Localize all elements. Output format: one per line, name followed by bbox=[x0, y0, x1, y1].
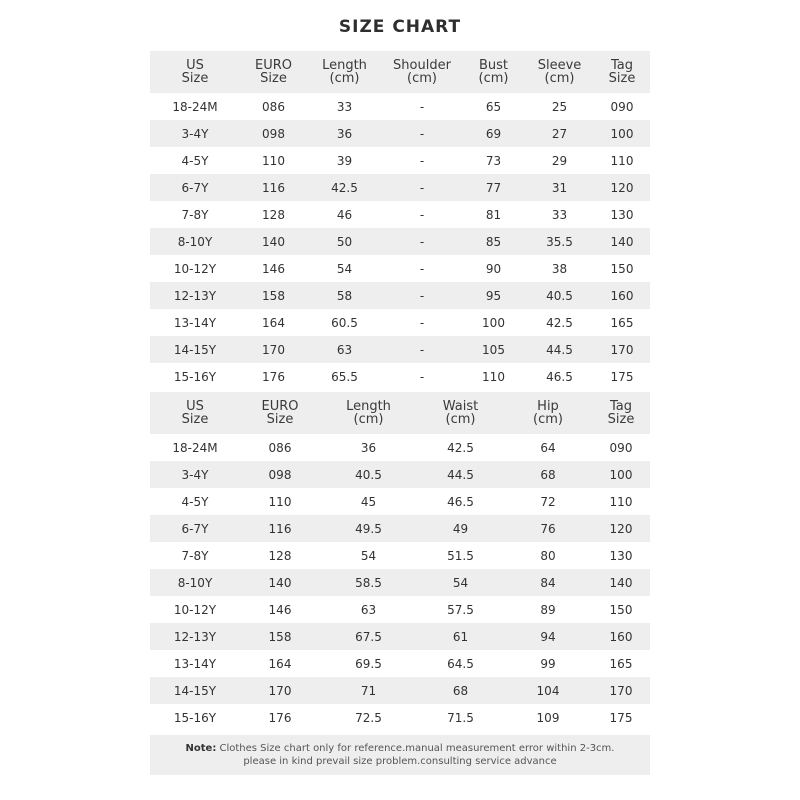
table-cell: 4-5Y bbox=[150, 488, 240, 515]
table-cell: 46 bbox=[307, 201, 382, 228]
table-cell: 128 bbox=[240, 542, 320, 569]
table-cell: 14-15Y bbox=[150, 677, 240, 704]
bottom-table-header-line: Length bbox=[346, 399, 391, 414]
table-cell: 6-7Y bbox=[150, 174, 240, 201]
table-cell: 10-12Y bbox=[150, 596, 240, 623]
table-cell: 110 bbox=[594, 147, 650, 174]
table-cell: 105 bbox=[462, 336, 525, 363]
table-cell: 67.5 bbox=[320, 623, 417, 650]
note-line-1 bbox=[150, 742, 650, 755]
table-row bbox=[150, 623, 650, 650]
table-row bbox=[150, 309, 650, 336]
table-cell: 100 bbox=[592, 461, 650, 488]
top-table-header-line: Size bbox=[608, 71, 636, 86]
top-table-header bbox=[150, 51, 650, 93]
table-cell: 46.5 bbox=[417, 488, 504, 515]
top-table-header-line: Shoulder bbox=[393, 58, 451, 73]
table-cell: 140 bbox=[594, 228, 650, 255]
note-label: Note: bbox=[185, 743, 217, 754]
table-cell: 57.5 bbox=[417, 596, 504, 623]
table-cell: 8-10Y bbox=[150, 228, 240, 255]
table-cell: 81 bbox=[462, 201, 525, 228]
table-cell: 140 bbox=[240, 569, 320, 596]
table-cell: 175 bbox=[594, 363, 650, 390]
table-cell: 12-13Y bbox=[150, 282, 240, 309]
table-cell: 44.5 bbox=[525, 336, 594, 363]
table-row bbox=[150, 228, 650, 255]
table-cell: 104 bbox=[504, 677, 592, 704]
top-table-header-line: US bbox=[186, 58, 204, 73]
top-table-header-line: (cm) bbox=[478, 71, 509, 86]
bottom-table-header-line: Tag bbox=[609, 399, 632, 414]
table-cell: - bbox=[382, 120, 462, 147]
table-cell: 54 bbox=[307, 255, 382, 282]
table-row bbox=[150, 147, 650, 174]
table-cell: 44.5 bbox=[417, 461, 504, 488]
note-line-2: please in kind prevail size problem.consulting service advance bbox=[243, 756, 557, 767]
top-table-header-line: Size bbox=[260, 71, 287, 86]
top-table-header-line: Bust bbox=[478, 58, 509, 73]
table-row bbox=[150, 201, 650, 228]
table-cell: - bbox=[382, 174, 462, 201]
table-cell: 39 bbox=[307, 147, 382, 174]
table-cell: 165 bbox=[592, 650, 650, 677]
table-cell: 7-8Y bbox=[150, 201, 240, 228]
bottom-table-header-line: US bbox=[186, 399, 204, 414]
table-cell: 140 bbox=[592, 569, 650, 596]
table-cell: 13-14Y bbox=[150, 650, 240, 677]
table-cell: 110 bbox=[240, 488, 320, 515]
table-row bbox=[150, 596, 650, 623]
table-cell: 170 bbox=[594, 336, 650, 363]
top-table-header-line: Sleeve bbox=[537, 58, 582, 73]
table-cell: 120 bbox=[592, 515, 650, 542]
table-row bbox=[150, 336, 650, 363]
table-cell: 65.5 bbox=[307, 363, 382, 390]
table-cell: 64 bbox=[504, 434, 592, 461]
table-row bbox=[150, 363, 650, 390]
table-row bbox=[150, 569, 650, 596]
table-cell: 58.5 bbox=[320, 569, 417, 596]
table-cell: 36 bbox=[320, 434, 417, 461]
table-cell: 33 bbox=[525, 201, 594, 228]
top-table-header-line: EURO bbox=[255, 58, 292, 73]
table-row bbox=[150, 542, 650, 569]
table-cell: 84 bbox=[504, 569, 592, 596]
table-cell: 76 bbox=[504, 515, 592, 542]
table-cell: 61 bbox=[417, 623, 504, 650]
table-cell: 54 bbox=[320, 542, 417, 569]
table-cell: 3-4Y bbox=[150, 120, 240, 147]
table-cell: 80 bbox=[504, 542, 592, 569]
table-cell: 164 bbox=[240, 309, 307, 336]
bottom-table-header-cell bbox=[150, 392, 240, 434]
table-cell: 4-5Y bbox=[150, 147, 240, 174]
bottom-table-header-line: Hip bbox=[537, 399, 559, 414]
table-cell: 94 bbox=[504, 623, 592, 650]
table-row bbox=[150, 120, 650, 147]
top-table-header-cell bbox=[307, 51, 382, 93]
table-cell: 68 bbox=[504, 461, 592, 488]
bottom-table-header-line: (cm) bbox=[445, 412, 476, 427]
table-cell: 49 bbox=[417, 515, 504, 542]
table-cell: - bbox=[382, 93, 462, 120]
bottom-table-header-line: (cm) bbox=[533, 412, 563, 427]
table-cell: 146 bbox=[240, 255, 307, 282]
bottom-table-body bbox=[150, 434, 650, 731]
table-cell: 50 bbox=[307, 228, 382, 255]
table-cell: 40.5 bbox=[320, 461, 417, 488]
top-table-header-cell bbox=[525, 51, 594, 93]
bottom-table-header-line: (cm) bbox=[353, 412, 384, 427]
table-cell: - bbox=[382, 201, 462, 228]
table-cell: - bbox=[382, 147, 462, 174]
bottom-table-header-line: Size bbox=[607, 412, 635, 427]
note-box bbox=[150, 735, 650, 775]
table-cell: 45 bbox=[320, 488, 417, 515]
bottom-table-header-cell bbox=[504, 392, 592, 434]
table-cell: 090 bbox=[594, 93, 650, 120]
table-cell: 170 bbox=[592, 677, 650, 704]
table-cell: 27 bbox=[525, 120, 594, 147]
bottom-size-table bbox=[150, 392, 650, 731]
table-cell: 42.5 bbox=[525, 309, 594, 336]
table-cell: 158 bbox=[240, 282, 307, 309]
table-cell: 71.5 bbox=[417, 704, 504, 731]
table-cell: 63 bbox=[320, 596, 417, 623]
table-cell: 170 bbox=[240, 677, 320, 704]
table-cell: 128 bbox=[240, 201, 307, 228]
table-cell: 150 bbox=[594, 255, 650, 282]
table-row bbox=[150, 282, 650, 309]
bottom-table-header-line: EURO bbox=[261, 399, 299, 414]
table-cell: 13-14Y bbox=[150, 309, 240, 336]
table-cell: 31 bbox=[525, 174, 594, 201]
table-cell: 176 bbox=[240, 363, 307, 390]
table-cell: 99 bbox=[504, 650, 592, 677]
page-title: SIZE CHART bbox=[338, 17, 462, 37]
table-row bbox=[150, 515, 650, 542]
bottom-table-header-line: Size bbox=[181, 412, 209, 427]
table-cell: 165 bbox=[594, 309, 650, 336]
bottom-table-header-cell bbox=[240, 392, 320, 434]
table-cell: 64.5 bbox=[417, 650, 504, 677]
table-cell: 170 bbox=[240, 336, 307, 363]
table-cell: - bbox=[382, 336, 462, 363]
table-cell: 130 bbox=[594, 201, 650, 228]
table-cell: 73 bbox=[462, 147, 525, 174]
table-cell: 116 bbox=[240, 174, 307, 201]
table-row bbox=[150, 677, 650, 704]
table-cell: 14-15Y bbox=[150, 336, 240, 363]
table-cell: 110 bbox=[592, 488, 650, 515]
table-cell: 18-24M bbox=[150, 434, 240, 461]
table-cell: 6-7Y bbox=[150, 515, 240, 542]
table-cell: 72.5 bbox=[320, 704, 417, 731]
table-cell: 100 bbox=[462, 309, 525, 336]
table-cell: - bbox=[382, 309, 462, 336]
table-cell: - bbox=[382, 282, 462, 309]
table-cell: 15-16Y bbox=[150, 363, 240, 390]
bottom-table-header-cell bbox=[417, 392, 504, 434]
table-cell: 42.5 bbox=[417, 434, 504, 461]
table-row bbox=[150, 434, 650, 461]
table-cell: 160 bbox=[594, 282, 650, 309]
table-cell: 175 bbox=[592, 704, 650, 731]
table-cell: 164 bbox=[240, 650, 320, 677]
bottom-table-header-cell bbox=[320, 392, 417, 434]
table-cell: 38 bbox=[525, 255, 594, 282]
table-cell: - bbox=[382, 363, 462, 390]
bottom-table-header-line: Waist bbox=[442, 399, 479, 414]
bottom-table-header-cell bbox=[592, 392, 650, 434]
table-cell: 58 bbox=[307, 282, 382, 309]
table-cell: - bbox=[382, 255, 462, 282]
table-cell: 130 bbox=[592, 542, 650, 569]
table-cell: 69.5 bbox=[320, 650, 417, 677]
table-cell: 90 bbox=[462, 255, 525, 282]
table-cell: 42.5 bbox=[307, 174, 382, 201]
table-cell: 15-16Y bbox=[150, 704, 240, 731]
table-cell: 36 bbox=[307, 120, 382, 147]
table-cell: 65 bbox=[462, 93, 525, 120]
table-cell: 116 bbox=[240, 515, 320, 542]
table-cell: 77 bbox=[462, 174, 525, 201]
top-size-table bbox=[150, 51, 650, 390]
table-cell: 33 bbox=[307, 93, 382, 120]
table-cell: 150 bbox=[592, 596, 650, 623]
table-cell: 89 bbox=[504, 596, 592, 623]
top-table-header-cell bbox=[594, 51, 650, 93]
note-text-1: Clothes Size chart only for reference.manual measurement error within 2-3cm. bbox=[216, 743, 615, 754]
table-cell: 12-13Y bbox=[150, 623, 240, 650]
table-cell: 158 bbox=[240, 623, 320, 650]
table-cell: 72 bbox=[504, 488, 592, 515]
table-row bbox=[150, 255, 650, 282]
top-table-header-line: (cm) bbox=[544, 71, 575, 86]
table-row bbox=[150, 704, 650, 731]
table-cell: 10-12Y bbox=[150, 255, 240, 282]
table-cell: 69 bbox=[462, 120, 525, 147]
table-cell: 46.5 bbox=[525, 363, 594, 390]
table-cell: 140 bbox=[240, 228, 307, 255]
top-table-header-cell bbox=[150, 51, 240, 93]
table-cell: 086 bbox=[240, 434, 320, 461]
table-cell: 40.5 bbox=[525, 282, 594, 309]
top-table-header-line: (cm) bbox=[329, 71, 360, 86]
table-row bbox=[150, 650, 650, 677]
table-cell: 160 bbox=[592, 623, 650, 650]
table-row bbox=[150, 93, 650, 120]
top-table-header-cell bbox=[462, 51, 525, 93]
top-table-header-line: Length bbox=[322, 58, 367, 73]
table-cell: 120 bbox=[594, 174, 650, 201]
bottom-table-header bbox=[150, 392, 650, 434]
table-cell: 54 bbox=[417, 569, 504, 596]
table-cell: 18-24M bbox=[150, 93, 240, 120]
table-cell: 25 bbox=[525, 93, 594, 120]
table-row bbox=[150, 461, 650, 488]
table-cell: 63 bbox=[307, 336, 382, 363]
top-table-body bbox=[150, 93, 650, 390]
table-cell: 29 bbox=[525, 147, 594, 174]
table-cell: 100 bbox=[594, 120, 650, 147]
top-table-header-line: Tag bbox=[610, 58, 633, 73]
table-cell: 098 bbox=[240, 461, 320, 488]
table-cell: 7-8Y bbox=[150, 542, 240, 569]
top-table-header-cell bbox=[240, 51, 307, 93]
top-table-header-line: Size bbox=[181, 71, 209, 86]
table-cell: 95 bbox=[462, 282, 525, 309]
top-table-header-cell bbox=[382, 51, 462, 93]
table-cell: 8-10Y bbox=[150, 569, 240, 596]
bottom-table-header-line: Size bbox=[266, 412, 294, 427]
table-cell: 68 bbox=[417, 677, 504, 704]
table-cell: 60.5 bbox=[307, 309, 382, 336]
table-row bbox=[150, 488, 650, 515]
top-table-header-line: (cm) bbox=[407, 71, 437, 86]
table-cell: 71 bbox=[320, 677, 417, 704]
table-cell: 35.5 bbox=[525, 228, 594, 255]
table-cell: 49.5 bbox=[320, 515, 417, 542]
table-cell: 090 bbox=[592, 434, 650, 461]
table-cell: 098 bbox=[240, 120, 307, 147]
table-cell: 086 bbox=[240, 93, 307, 120]
table-cell: 176 bbox=[240, 704, 320, 731]
table-cell: 110 bbox=[462, 363, 525, 390]
table-cell: 3-4Y bbox=[150, 461, 240, 488]
table-row bbox=[150, 174, 650, 201]
table-cell: 109 bbox=[504, 704, 592, 731]
table-cell: - bbox=[382, 228, 462, 255]
table-cell: 51.5 bbox=[417, 542, 504, 569]
table-cell: 110 bbox=[240, 147, 307, 174]
table-cell: 85 bbox=[462, 228, 525, 255]
table-cell: 146 bbox=[240, 596, 320, 623]
